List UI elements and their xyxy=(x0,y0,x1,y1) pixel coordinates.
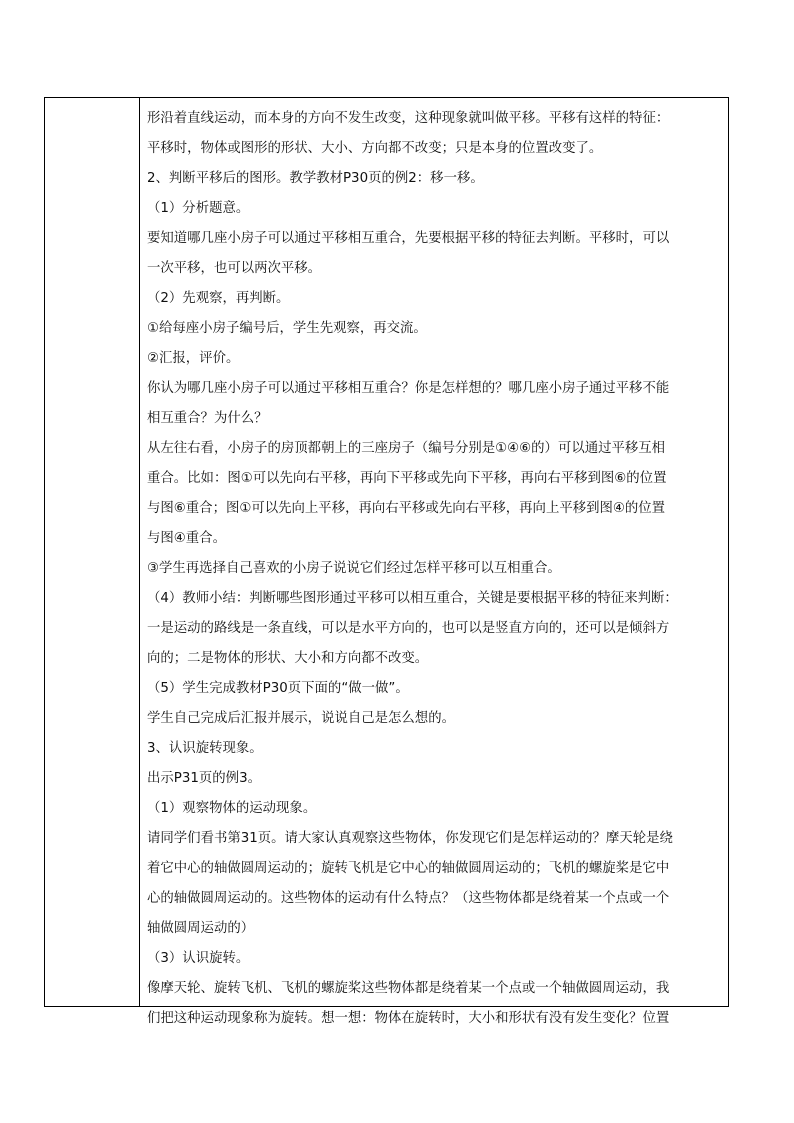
text-line: 重合。比如：图①可以先向右平移，再向下平移或先向下平移，再向右平移到图⑥的位置 xyxy=(147,471,667,486)
text-line: 一次平移，也可以两次平移。 xyxy=(147,261,322,276)
text-line: 心的轴做圆周运动的。这些物体的运动有什么特点？（这些物体都是绕着某一个点或一个 xyxy=(147,891,670,906)
text-line: 形沿着直线运动，而本身的方向不发生改变，这种现象就叫做平移。平移有这样的特征： xyxy=(147,111,670,126)
content-cell xyxy=(141,98,728,1026)
text-line: （4）教师小结：判断哪些图形通过平移可以相互重合，关键是要根据平移的特征来判断： xyxy=(147,591,678,606)
text-line: 学生自己完成后汇报并展示，说说自己是怎么想的。 xyxy=(147,711,455,726)
left-label-cell xyxy=(45,98,140,1006)
text-line: （3）认识旋转。 xyxy=(147,951,250,966)
text-line: ①给每座小房子编号后，学生先观察，再交流。 xyxy=(147,321,427,336)
text-line: 一是运动的路线是一条直线，可以是水平方向的，也可以是竖直方向的，还可以是倾斜方 xyxy=(147,621,670,636)
text-line: 2、判断平移后的图形。教学教材P30页的例2：移一移。 xyxy=(147,171,484,186)
text-line: 像摩天轮、旋转飞机、飞机的螺旋桨这些物体都是绕着某一个点或一个轴做圆周运动，我 xyxy=(147,981,670,996)
text-line: （1）分析题意。 xyxy=(147,201,250,216)
text-line: （1）观察物体的运动现象。 xyxy=(147,801,317,816)
text-line: 轴做圆周运动的） xyxy=(147,921,255,936)
lesson-table xyxy=(44,97,729,1026)
text-line: 3、认识旋转现象。 xyxy=(147,741,263,756)
text-line: 平移时，物体或图形的形状、大小、方向都不改变；只是本身的位置改变了。 xyxy=(147,141,603,156)
text-line: （2）先观察，再判断。 xyxy=(147,291,290,306)
text-line: 请同学们看书第31页。请大家认真观察这些物体，你发现它们是怎样运动的？摩天轮是绕 xyxy=(147,831,673,846)
text-line: 们把这种运动现象称为旋转。想一想：物体在旋转时，大小和形状有没有发生变化？位置 xyxy=(147,1011,670,1026)
text-line: ③学生再选择自己喜欢的小房子说说它们经过怎样平移可以互相重合。 xyxy=(147,561,561,576)
text-line: 你认为哪几座小房子可以通过平移相互重合？你是怎样想的？哪几座小房子通过平移不能 xyxy=(147,381,670,396)
text-line: ②汇报，评价。 xyxy=(147,351,240,366)
text-line: 相互重合？为什么？ xyxy=(147,411,268,426)
text-line: 与图⑥重合；图①可以先向上平移，再向右平移或先向右平移，再向上平移到图④的位置 xyxy=(147,501,666,516)
text-line: 向的；二是物体的形状、大小和方向都不改变。 xyxy=(147,651,429,666)
text-line: 从左往右看，小房子的房顶都朝上的三座房子（编号分别是①④⑥的）可以通过平移互相 xyxy=(147,441,666,456)
text-line: 要知道哪几座小房子可以通过平移相互重合，先要根据平移的特征去判断。平移时，可以 xyxy=(147,231,670,246)
text-line: （5）学生完成教材P30页下面的“做一做”。 xyxy=(147,681,409,696)
text-line: 出示P31页的例3。 xyxy=(147,771,261,786)
text-line: 着它中心的轴做圆周运动的；旋转飞机是它中心的轴做圆周运动的；飞机的螺旋桨是它中 xyxy=(147,861,670,876)
text-line: 与图④重合。 xyxy=(147,531,226,546)
